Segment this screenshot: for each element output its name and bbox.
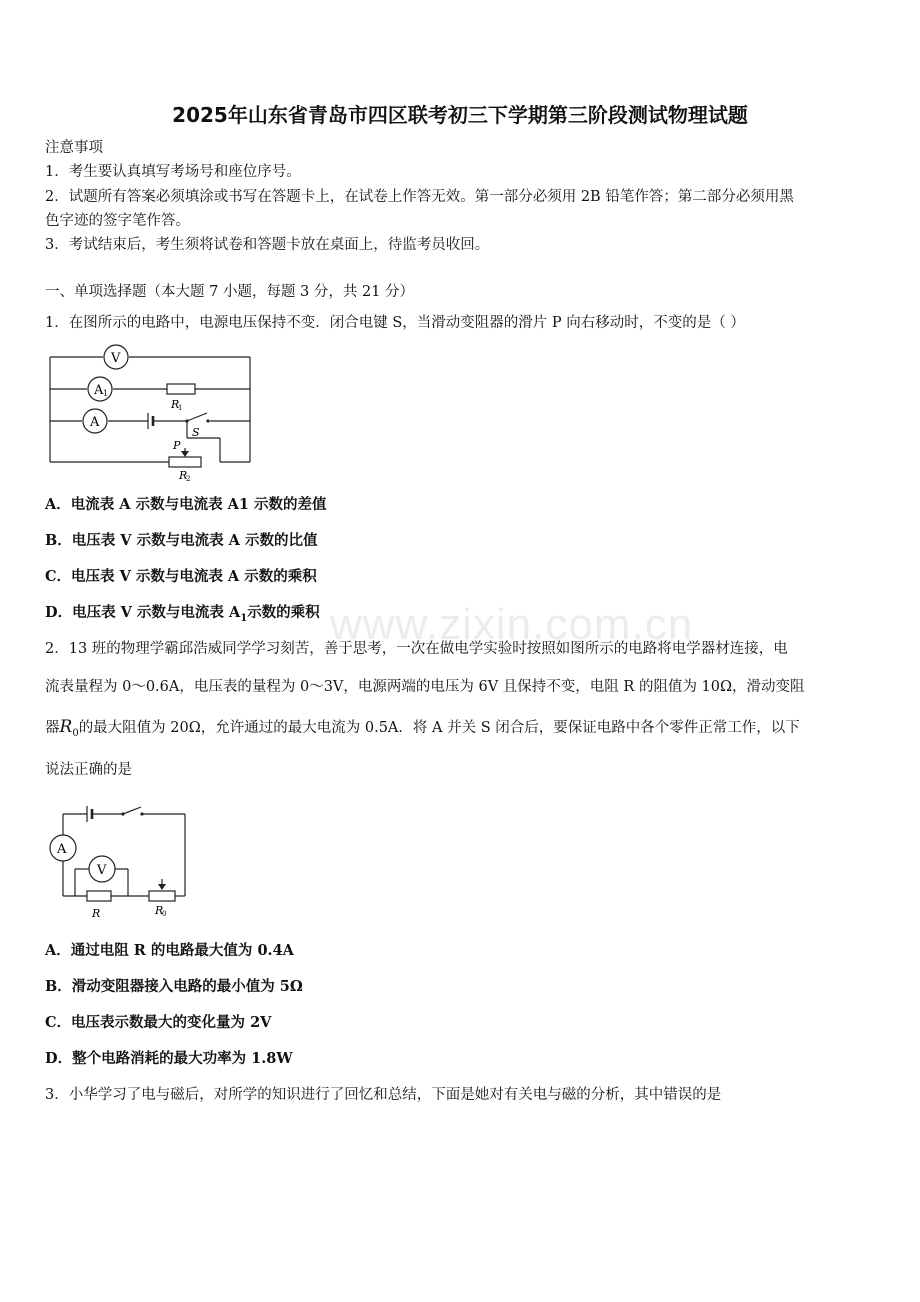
label-r2: R [179,469,188,482]
question-2-line: 说法正确的是 [45,762,132,778]
q1-option-c: C．电压表 V 示数与电流表 A 示数的乘积 [45,568,317,585]
q2-option-c: C．电压表示数最大的变化量为 2V [45,1014,272,1031]
section-heading: 一、单项选择题（本大题 7 小题，每题 3 分，共 21 分） [45,284,415,300]
page-title: 2025年山东省青岛市四区联考初三下学期第三阶段测试物理试题 [172,103,748,127]
q2-circuit-diagram [45,800,195,925]
question-3-stem: 3．小华学习了电与磁后，对所学的知识进行了回忆和总结，下面是她对有关电与磁的分析，其中错误的是 [45,1087,722,1103]
watermark: www.zixin.com.cn [330,600,694,649]
question-2-line: 流表量程为 0～0.6A，电压表的量程为 0～3V，电源两端的电压为 6V 且保持不变，电阻 R 的阻值为 10Ω，滑动变阻 [45,679,805,695]
notice-item: 2．试题所有答案必须填涂或书写在答题卡上，在试卷上作答无效。第一部分必须用 2B 铅笔作答；第二部分必须用黑 [45,189,794,205]
label-r0-sub: 0 [162,910,167,918]
label-v: V [97,863,107,878]
q1-option-b: B．电压表 V 示数与电流表 A 示数的比值 [45,532,318,549]
q2-r0-symbol: R [59,717,73,737]
label-r: R [92,907,101,920]
q1-option-d-sub: 1 [240,612,248,624]
label-a1-sub: 1 [103,389,109,398]
q2-option-b: B．滑动变阻器接入电路的最小值为 5Ω [45,978,303,995]
q1-option-a: A．电流表 A 示数与电流表 A1 示数的差值 [45,496,327,513]
question-1-stem: 1．在图所示的电路中，电源电压保持不变．闭合电键 S，当滑动变阻器的滑片 P 向右移动时，不变的是（ ） [45,315,745,331]
label-r1: R [171,398,180,411]
q1-option-d [45,603,320,629]
label-s: S [192,426,200,439]
q1-option-d-tail: 示数的乘积 [247,604,320,621]
notice-item: 1．考生要认真填写考场号和座位序号。 [45,164,301,180]
q2-text: 器 [45,720,60,736]
label-r1-sub: 1 [178,404,183,412]
question-2-line [45,717,800,744]
q2-option-a: A．通过电阻 R 的电路最大值为 0.4A [45,942,294,959]
label-p: P [173,439,181,452]
q1-circuit-diagram [45,342,260,482]
label-r2-sub: 2 [186,475,191,482]
label-a: A [90,415,100,430]
q2-option-d: D．整个电路消耗的最大功率为 1.8W [45,1050,293,1067]
label-a1: A [94,383,104,398]
question-2-line: 2．13 班的物理学霸邱浩威同学学习刻苦，善于思考，一次在做电学实验时按照如图所示的电路将电学器材连接，电 [45,641,788,657]
notice-item: 色字迹的签字笔作答。 [45,213,190,229]
notice-item: 3．考试结束后，考生须将试卷和答题卡放在桌面上，待监考员收回。 [45,237,490,253]
q1-option-d-text: D．电压表 V 示数与电流表 A [45,604,241,621]
label-r0: R [155,904,164,917]
q2-text: 的最大阻值为 20Ω，允许通过的最大电流为 0.5A．将 A 并关 S 闭合后，要保证电路中各个零件正常工作，以下 [78,720,800,736]
q2-r0-sub: 0 [72,727,79,739]
notice-heading: 注意事项 [45,140,103,156]
label-v: V [111,351,121,366]
label-a: A [57,842,67,857]
